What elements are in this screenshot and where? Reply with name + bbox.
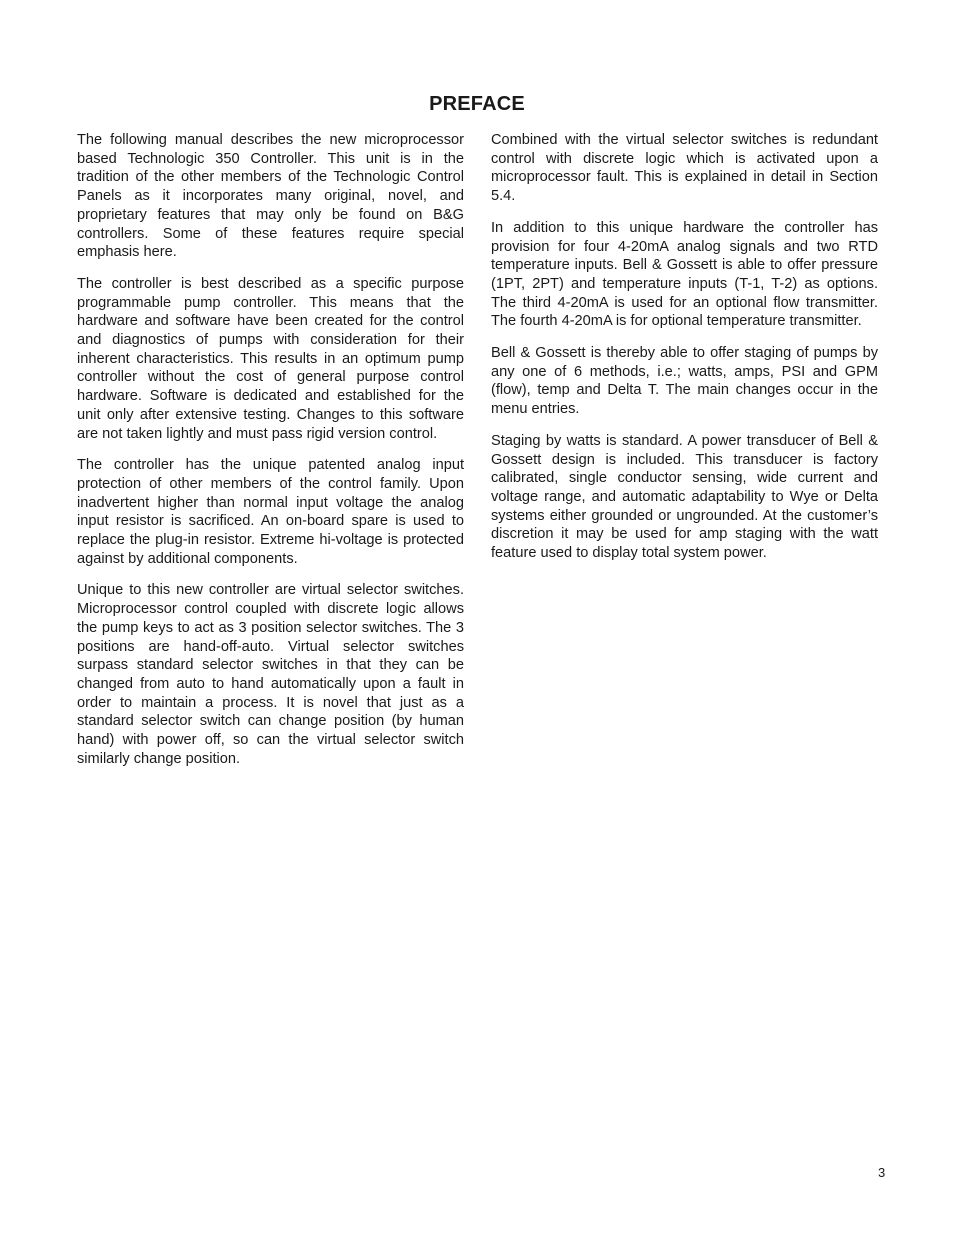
page-number: 3 <box>878 1165 886 1180</box>
paragraph: The controller is best described as a specific purpose programmable pump controller. This means that the hardware and software have been created for the control and diagnostics of pumps with consideration for their inherent characteristics. This results in an optimum pump controller without the cost of general purpose control hardware. Software is dedicated and established for the unit only after extensive testing. Changes to this software are not taken lightly and must pass rigid version control. <box>77 275 464 442</box>
paragraph: The controller has the unique patented analog input protection of other members of the control family. Upon inadvertent higher than normal input voltage the analog input resistor is sacrificed. An on-board spare is used to replace the plug-in resistor. Extreme hi-voltage is protected against by additional components. <box>77 457 464 567</box>
right-column <box>491 131 878 576</box>
paragraph: Combined with the virtual selector switches is redundant control with discrete logic which is activated upon a microprocessor fault. This is explained in detail in Section 5.4. <box>491 132 878 205</box>
left-column <box>77 131 464 782</box>
paragraph: The following manual describes the new microprocessor based Technologic 350 Controller. This unit is in the tradition of the other members of the Technologic Control Panels as it incorporates many original, novel, and proprietary features that may only be found on B&G controllers. Some of these features require special emphasis here. <box>77 132 464 261</box>
paragraph: Staging by watts is standard. A power transducer of Bell & Gossett design is included. This transducer is factory calibrated, single conductor sensing, wide current and voltage range, and automatic adaptability to Wye or Delta systems either grounded or ungrounded. At the customer’s discretion it may be used for amp staging with the watt feature used to display total system power. <box>491 432 878 562</box>
page-title: PREFACE <box>429 93 525 115</box>
paragraph: In addition to this unique hardware the controller has provision for four 4-20mA analog signals and two RTD temperature inputs. Bell & Gossett is able to offer pressure (1PT, 2PT) and temperature inputs (T-1, T-2) as options. The third 4-20mA is used for an optional flow transmitter. The fourth 4-20mA is for optional temperature transmitter. <box>491 219 878 330</box>
paragraph: Unique to this new controller are virtual selector switches. Microprocessor control coupled with discrete logic allows the pump keys to act as 3 position selector switches. The 3 positions are hand-off-auto. Virtual selector switches surpass standard selector switches in that they can be changed from auto to hand automatically upon a fault in order to maintain a process. It is novel that just as a standard selector switch can change position (by human hand) with power off, so can the virtual selector switch similarly change position. <box>77 582 464 767</box>
paragraph: Bell & Gossett is thereby able to offer staging of pumps by any one of 6 methods, i.e.; watts, amps, PSI and GPM (flow), temp and Delta T. The main changes occur in the menu entries. <box>491 345 878 418</box>
